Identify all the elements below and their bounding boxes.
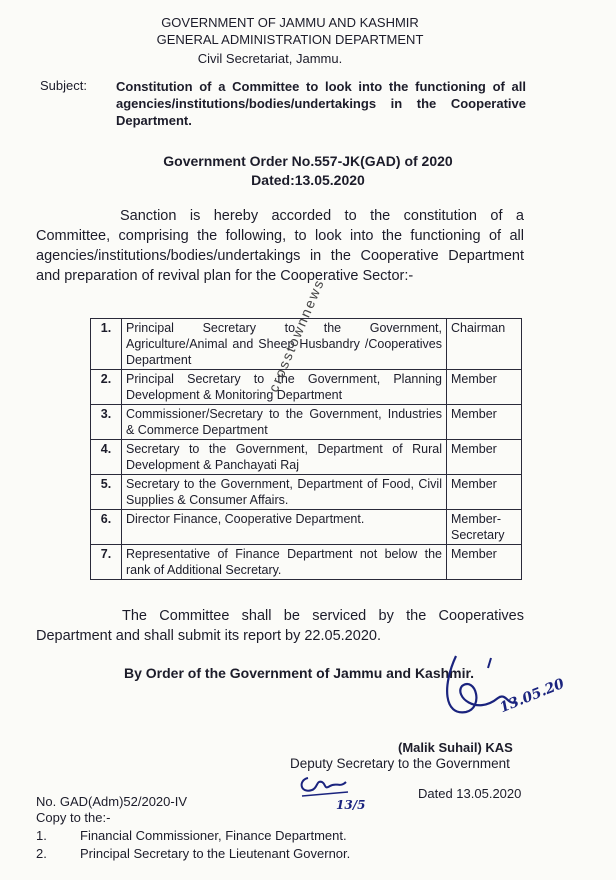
committee-table [90,318,522,580]
member-role: Member [447,405,522,440]
member-role: Member [447,475,522,510]
watermark: crosstownnews [265,275,328,395]
copy-item-number: 1. [36,828,47,843]
member-description: Commissioner/Secretary to the Government, Industries & Commerce Department [122,405,447,440]
member-description: Representative of Finance Department not below the rank of Additional Secretary. [122,545,447,580]
member-description: Director Finance, Cooperative Department. [122,510,447,545]
initial-date: 13/5 [336,798,366,812]
order-heading [0,152,616,190]
order-date: Dated:13.05.2020 [251,172,365,188]
member-role: Member-Secretary [447,510,522,545]
member-role: Member [447,545,522,580]
member-description: Secretary to the Government, Department of Food, Civil Supplies & Consumer Affairs. [122,475,447,510]
committee-row [91,475,522,510]
signatory-name: (Malik Suhail) KAS [398,740,513,755]
member-number: 4. [91,440,122,475]
member-role: Member [447,370,522,405]
initial-graphic [296,770,356,800]
reference-number: No. GAD(Adm)52/2020-IV [36,794,188,809]
header-location: Civil Secretariat, Jammu. [197,51,343,66]
member-description: Principal Secretary to the Government, Planning Development & Monitoring Department [122,370,447,405]
member-number: 2. [91,370,122,405]
body-paragraph-1: Sanction is hereby accorded to the constitution of a Committee, comprising the following, to look into the functioning of all agencies/institutions/bodies/undertakings in the Cooperative Department and preparation of revival plan for the Cooperative Sector:- [36,208,524,284]
order-number: Government Order No.557-JK(GAD) of 2020 [163,153,453,169]
by-order-line: By Order of the Government of Jammu and Kashmir. [124,665,475,681]
committee-row [91,545,522,580]
committee-row [91,370,522,405]
member-description: Secretary to the Government, Department of Rural Development & Panchayati Raj [122,440,447,475]
committee-row [91,510,522,545]
member-number: 5. [91,475,122,510]
committee-row [91,440,522,475]
member-number: 1. [91,319,122,370]
member-number: 7. [91,545,122,580]
copy-to-label: Copy to the:- [36,810,111,825]
copy-item-text: Financial Commissioner, Finance Department. [80,828,347,843]
header-government: GOVERNMENT OF JAMMU AND KASHMIR [161,15,419,30]
subject-label: Subject: [40,78,87,93]
member-number: 3. [91,405,122,440]
committee-row [91,405,522,440]
body-paragraph-2: The Committee shall be serviced by the Cooperatives Department and shall submit its report by 22.05.2020. [36,608,524,644]
signatory-designation: Deputy Secretary to the Government [290,756,510,771]
header-department: GENERAL ADMINISTRATION DEPARTMENT [156,32,424,47]
subject-text: Constitution of a Committee to look into the functioning of all agencies/institutions/bodies/undertakings in the Cooperative Department. [116,79,526,128]
copy-item [36,828,347,843]
member-description: Principal Secretary to the Government, Agriculture/Animal and Sheep Husbandry /Cooperatives Department [122,319,447,370]
copy-item [36,846,350,861]
footer-dated: Dated 13.05.2020 [418,786,522,801]
member-role: Chairman [447,319,522,370]
member-number: 6. [91,510,122,545]
handwritten-date: 13.05.20 [497,675,567,717]
member-role: Member [447,440,522,475]
copy-item-text: Principal Secretary to the Lieutenant Governor. [80,846,351,861]
copy-item-number: 2. [36,846,47,861]
